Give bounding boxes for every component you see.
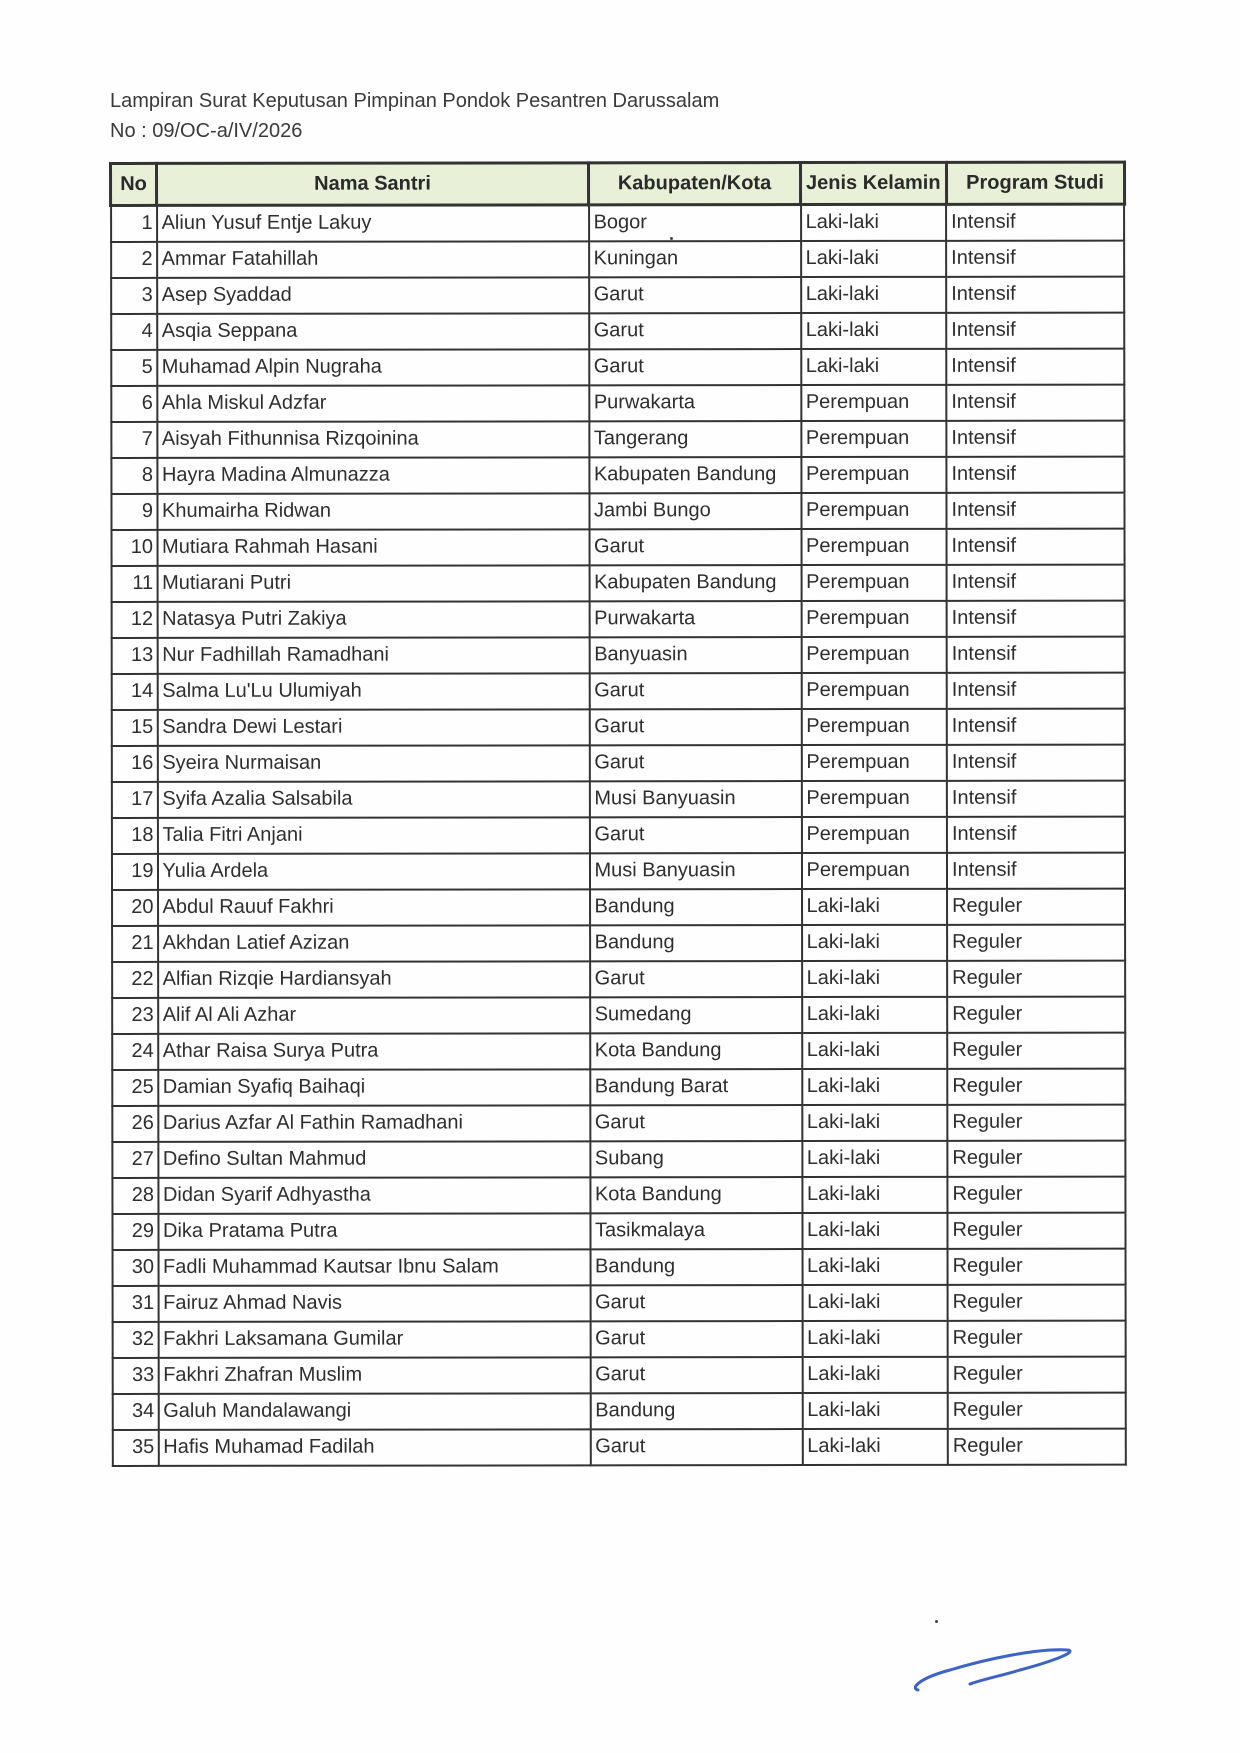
cell-program: Reguler <box>948 1392 1126 1428</box>
table-row <box>111 384 1125 421</box>
cell-gender: Laki-laki <box>802 996 948 1032</box>
cell-name: Salma Lu'Lu Ulumiyah <box>157 673 589 710</box>
cell-program: Intensif <box>946 204 1124 240</box>
cell-city: Kota Bandung <box>590 1177 802 1213</box>
cell-no: 20 <box>112 889 158 925</box>
cell-no: 17 <box>111 781 157 817</box>
table-row <box>111 456 1125 493</box>
cell-no: 13 <box>111 637 157 673</box>
cell-name: Fakhri Laksamana Gumilar <box>158 1321 590 1358</box>
cell-city: Garut <box>590 1321 802 1357</box>
cell-name: Athar Raisa Surya Putra <box>158 1033 590 1070</box>
cell-no: 29 <box>112 1213 158 1249</box>
cell-program: Reguler <box>948 1356 1126 1392</box>
table-header <box>111 162 1125 205</box>
cell-name: Sandra Dewi Lestari <box>157 709 589 746</box>
cell-name: Syeira Nurmaisan <box>157 745 589 782</box>
cell-city: Garut <box>590 1429 802 1465</box>
cell-gender: Laki-laki <box>802 924 948 960</box>
cell-program: Reguler <box>948 1320 1126 1356</box>
cell-gender: Laki-laki <box>802 1356 948 1392</box>
cell-city: Banyuasin <box>589 637 801 673</box>
cell-gender: Laki-laki <box>801 276 947 312</box>
cell-gender: Laki-laki <box>802 1032 948 1068</box>
cell-city: Subang <box>590 1141 802 1177</box>
cell-program: Reguler <box>948 1248 1126 1284</box>
cell-name: Abdul Rauuf Fakhri <box>158 889 590 926</box>
cell-no: 21 <box>112 925 158 961</box>
cell-name: Khumairha Ridwan <box>157 493 589 530</box>
cell-no: 23 <box>112 997 158 1033</box>
cell-no: 14 <box>111 673 157 709</box>
table-row <box>111 600 1125 637</box>
cell-name: Aliun Yusuf Entje Lakuy <box>157 205 589 242</box>
cell-program: Intensif <box>946 384 1124 420</box>
cell-city: Kabupaten Bandung <box>589 457 801 493</box>
cell-city: Garut <box>589 673 801 709</box>
cell-name: Ahla Miskul Adzfar <box>157 385 589 422</box>
cell-name: Syifa Azalia Salsabila <box>157 781 589 818</box>
cell-name: Fadli Muhammad Kautsar Ibnu Salam <box>158 1249 590 1286</box>
table-row <box>112 1320 1126 1357</box>
cell-city: Purwakarta <box>589 601 801 637</box>
cell-program: Reguler <box>947 888 1125 924</box>
cell-gender: Perempuan <box>801 636 947 672</box>
cell-no: 9 <box>111 493 157 529</box>
cell-program: Intensif <box>946 420 1124 456</box>
table-row <box>112 1392 1126 1429</box>
cell-no: 28 <box>112 1177 158 1213</box>
cell-no: 1 <box>111 205 157 241</box>
cell-no: 26 <box>112 1105 158 1141</box>
heading-decree-number: No : 09/OC-a/IV/2026 <box>110 120 303 142</box>
cell-city: Garut <box>589 313 801 349</box>
cell-no: 5 <box>111 349 157 385</box>
cell-city: Bandung Barat <box>590 1069 802 1105</box>
table-row <box>112 1356 1126 1393</box>
cell-city: Garut <box>589 745 801 781</box>
cell-program: Reguler <box>947 996 1125 1032</box>
table-row <box>112 960 1126 997</box>
cell-program: Intensif <box>947 708 1125 744</box>
cell-gender: Laki-laki <box>802 960 948 996</box>
cell-city: Kabupaten Bandung <box>589 565 801 601</box>
table-row <box>111 528 1125 565</box>
document-heading <box>110 86 719 146</box>
table-row <box>112 1068 1126 1105</box>
cell-program: Reguler <box>947 1068 1125 1104</box>
table-row <box>111 204 1125 241</box>
cell-no: 3 <box>111 277 157 313</box>
table-row <box>112 996 1126 1033</box>
cell-gender: Perempuan <box>801 384 947 420</box>
table-row <box>112 1212 1126 1249</box>
cell-program: Intensif <box>947 780 1125 816</box>
cell-name: Mutiara Rahmah Hasani <box>157 529 589 566</box>
cell-city: Tasikmalaya <box>590 1213 802 1249</box>
cell-no: 2 <box>111 241 157 277</box>
cell-program: Reguler <box>947 924 1125 960</box>
cell-gender: Perempuan <box>801 852 947 888</box>
cell-program: Reguler <box>948 1284 1126 1320</box>
cell-no: 31 <box>112 1285 158 1321</box>
cell-name: Galuh Mandalawangi <box>158 1393 590 1430</box>
column-header-no: No <box>111 163 157 205</box>
cell-name: Dika Pratama Putra <box>158 1213 590 1250</box>
cell-no: 10 <box>111 529 157 565</box>
cell-no: 8 <box>111 457 157 493</box>
cell-program: Intensif <box>947 564 1125 600</box>
scan-speck <box>670 237 673 240</box>
table-row <box>111 348 1125 385</box>
cell-city: Garut <box>590 1105 802 1141</box>
table-row <box>112 1428 1126 1465</box>
cell-no: 11 <box>111 565 157 601</box>
cell-city: Garut <box>590 961 802 997</box>
column-header-city: Kabupaten/Kota <box>589 163 801 205</box>
cell-name: Fakhri Zhafran Muslim <box>158 1357 590 1394</box>
cell-gender: Laki-laki <box>802 888 948 924</box>
cell-program: Intensif <box>946 492 1124 528</box>
cell-program: Reguler <box>948 1428 1126 1464</box>
cell-name: Asqia Seppana <box>157 313 589 350</box>
cell-no: 6 <box>111 385 157 421</box>
cell-gender: Laki-laki <box>801 312 947 348</box>
table-row <box>111 672 1125 709</box>
cell-city: Kota Bandung <box>590 1033 802 1069</box>
signature-mark <box>900 1630 1080 1710</box>
cell-city: Kuningan <box>589 241 801 277</box>
cell-gender: Perempuan <box>801 780 947 816</box>
signature-stroke <box>915 1650 1070 1690</box>
table-row <box>111 276 1125 313</box>
cell-no: 34 <box>112 1393 158 1429</box>
table-row <box>111 816 1125 853</box>
cell-name: Muhamad Alpin Nugraha <box>157 349 589 386</box>
cell-name: Mutiarani Putri <box>157 565 589 602</box>
heading-title: Lampiran Surat Keputusan Pimpinan Pondok Pesantren Darussalam <box>110 90 720 112</box>
cell-name: Darius Azfar Al Fathin Ramadhani <box>158 1105 590 1142</box>
cell-name: Akhdan Latief Azizan <box>158 925 590 962</box>
cell-city: Garut <box>589 277 801 313</box>
column-header-name: Nama Santri <box>157 163 589 206</box>
table-row <box>111 312 1125 349</box>
cell-program: Intensif <box>947 672 1125 708</box>
cell-program: Intensif <box>947 600 1125 636</box>
table-row <box>111 420 1125 457</box>
cell-no: 30 <box>112 1249 158 1285</box>
cell-gender: Perempuan <box>801 420 947 456</box>
table-row <box>111 492 1125 529</box>
cell-gender: Laki-laki <box>801 348 947 384</box>
table-row <box>112 1140 1126 1177</box>
cell-city: Musi Banyuasin <box>589 781 801 817</box>
cell-city: Garut <box>590 1357 802 1393</box>
cell-no: 33 <box>112 1357 158 1393</box>
column-header-program: Program Studi <box>946 162 1124 204</box>
column-header-gender: Jenis Kelamin <box>801 162 947 204</box>
table-row <box>111 780 1125 817</box>
cell-program: Intensif <box>947 852 1125 888</box>
cell-city: Garut <box>589 349 801 385</box>
cell-city: Sumedang <box>590 997 802 1033</box>
cell-city: Tangerang <box>589 421 801 457</box>
cell-program: Intensif <box>947 744 1125 780</box>
cell-no: 22 <box>112 961 158 997</box>
cell-gender: Perempuan <box>801 528 947 564</box>
cell-program: Intensif <box>946 312 1124 348</box>
cell-gender: Laki-laki <box>802 1428 948 1464</box>
cell-name: Alfian Rizqie Hardiansyah <box>158 961 590 998</box>
cell-program: Reguler <box>947 1176 1125 1212</box>
table-row <box>111 564 1125 601</box>
cell-name: Didan Syarif Adhyastha <box>158 1177 590 1214</box>
table-row <box>111 240 1125 277</box>
cell-program: Intensif <box>947 528 1125 564</box>
cell-gender: Perempuan <box>801 744 947 780</box>
cell-no: 19 <box>111 853 157 889</box>
cell-gender: Laki-laki <box>801 204 947 240</box>
cell-name: Natasya Putri Zakiya <box>157 601 589 638</box>
cell-program: Reguler <box>947 1104 1125 1140</box>
cell-gender: Laki-laki <box>802 1320 948 1356</box>
cell-no: 27 <box>112 1141 158 1177</box>
cell-no: 15 <box>111 709 157 745</box>
cell-gender: Perempuan <box>801 600 947 636</box>
cell-program: Reguler <box>947 1140 1125 1176</box>
cell-name: Alif Al Ali Azhar <box>158 997 590 1034</box>
cell-city: Jambi Bungo <box>589 493 801 529</box>
cell-no: 25 <box>112 1069 158 1105</box>
table-row <box>112 888 1126 925</box>
table-row <box>111 744 1125 781</box>
table-row <box>111 708 1125 745</box>
cell-gender: Laki-laki <box>802 1284 948 1320</box>
cell-city: Purwakarta <box>589 385 801 421</box>
cell-program: Reguler <box>947 1032 1125 1068</box>
cell-city: Musi Banyuasin <box>589 853 801 889</box>
cell-no: 18 <box>111 817 157 853</box>
table-body <box>111 204 1126 1465</box>
cell-no: 16 <box>111 745 157 781</box>
cell-program: Intensif <box>946 348 1124 384</box>
cell-program: Intensif <box>947 636 1125 672</box>
student-roster-table <box>109 161 1127 1467</box>
cell-gender: Laki-laki <box>802 1248 948 1284</box>
cell-no: 12 <box>111 601 157 637</box>
cell-program: Intensif <box>946 456 1124 492</box>
cell-name: Ammar Fatahillah <box>157 241 589 278</box>
cell-name: Nur Fadhillah Ramadhani <box>157 637 589 674</box>
cell-no: 7 <box>111 421 157 457</box>
cell-name: Hayra Madina Almunazza <box>157 457 589 494</box>
cell-city: Garut <box>590 1285 802 1321</box>
cell-name: Asep Syaddad <box>157 277 589 314</box>
table-row <box>112 924 1126 961</box>
cell-program: Intensif <box>947 816 1125 852</box>
cell-no: 4 <box>111 313 157 349</box>
cell-program: Reguler <box>947 1212 1125 1248</box>
cell-no: 32 <box>112 1321 158 1357</box>
cell-gender: Perempuan <box>801 492 947 528</box>
cell-city: Garut <box>589 529 801 565</box>
cell-gender: Perempuan <box>801 816 947 852</box>
cell-gender: Laki-laki <box>802 1392 948 1428</box>
cell-gender: Laki-laki <box>801 240 947 276</box>
cell-name: Defino Sultan Mahmud <box>158 1141 590 1178</box>
cell-city: Bandung <box>590 1249 802 1285</box>
table-header-row <box>111 162 1125 205</box>
cell-gender: Laki-laki <box>802 1212 948 1248</box>
table-row <box>111 636 1125 673</box>
table-row <box>112 1032 1126 1069</box>
cell-name: Fairuz Ahmad Navis <box>158 1285 590 1322</box>
cell-gender: Perempuan <box>801 564 947 600</box>
table-row <box>112 1176 1126 1213</box>
cell-program: Intensif <box>946 240 1124 276</box>
cell-city: Garut <box>589 709 801 745</box>
table-row <box>111 852 1125 889</box>
cell-gender: Perempuan <box>801 456 947 492</box>
cell-name: Damian Syafiq Baihaqi <box>158 1069 590 1106</box>
cell-gender: Laki-laki <box>802 1068 948 1104</box>
cell-gender: Laki-laki <box>802 1104 948 1140</box>
cell-city: Garut <box>589 817 801 853</box>
cell-name: Talia Fitri Anjani <box>157 817 589 854</box>
cell-gender: Laki-laki <box>802 1176 948 1212</box>
cell-gender: Perempuan <box>801 672 947 708</box>
cell-city: Bandung <box>590 889 802 925</box>
table-row <box>112 1284 1126 1321</box>
table-row <box>112 1248 1126 1285</box>
cell-gender: Laki-laki <box>802 1140 948 1176</box>
scan-speck <box>935 1620 938 1623</box>
cell-program: Intensif <box>946 276 1124 312</box>
cell-no: 24 <box>112 1033 158 1069</box>
cell-no: 35 <box>112 1429 158 1465</box>
cell-city: Bogor <box>589 205 801 241</box>
cell-name: Aisyah Fithunnisa Rizqoinina <box>157 421 589 458</box>
cell-name: Yulia Ardela <box>157 853 589 890</box>
table-row <box>112 1104 1126 1141</box>
cell-city: Bandung <box>590 1393 802 1429</box>
cell-city: Bandung <box>590 925 802 961</box>
cell-gender: Perempuan <box>801 708 947 744</box>
cell-program: Reguler <box>947 960 1125 996</box>
cell-name: Hafis Muhamad Fadilah <box>158 1429 590 1466</box>
